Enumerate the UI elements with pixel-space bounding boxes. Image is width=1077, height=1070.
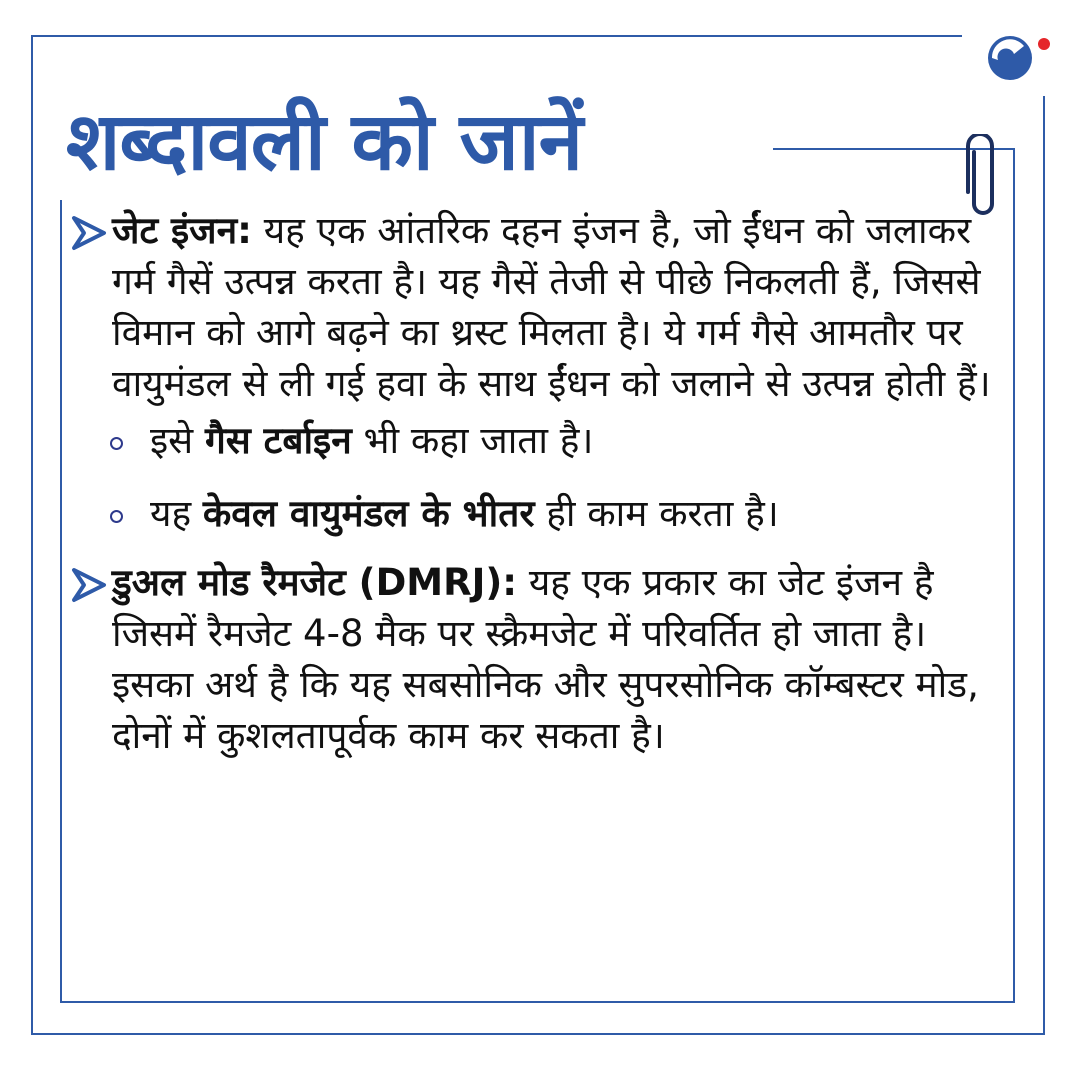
sub-point-highlight: केवल वायुमंडल के भीतर xyxy=(202,492,535,535)
entry-text: यह एक आंतरिक दहन इंजन है, जो ईंधन को जलाकर गर्म गैसें उत्पन्न करता है। यह गैसें तेजी से पीछे निकलती हैं, जिससे विमान को आगे बढ़ने का थ्रस्ट मिलता है। ये गर्म गैसे आमतौर पर वायुमंडल से ली गई हवा के साथ ईंधन को जलाने से उत्पन्न होती हैं। xyxy=(112,209,991,405)
title-rule xyxy=(776,148,966,150)
entry-paragraph xyxy=(70,205,1010,409)
sub-point-pre: यह xyxy=(150,492,203,535)
entry-term: जेट इंजन: xyxy=(112,209,252,252)
sub-point-highlight: गैस टर्बाइन xyxy=(204,419,352,462)
arrow-bullet-icon xyxy=(70,566,108,604)
glossary-entry xyxy=(70,205,1010,539)
entry-term: डुअल मोड रैमजेट (DMRJ): xyxy=(112,561,518,604)
sub-point-post: ही काम करता है। xyxy=(534,492,779,535)
circle-bullet-icon xyxy=(110,510,123,523)
glossary-content xyxy=(70,205,1010,761)
brand-logo-icon xyxy=(984,32,1056,90)
arrow-bullet-icon xyxy=(70,214,108,252)
glossary-entry xyxy=(70,557,1010,761)
sub-point xyxy=(70,415,1010,466)
sub-point xyxy=(70,488,1010,539)
circle-bullet-icon xyxy=(110,437,123,450)
sub-point-post: भी कहा जाता है। xyxy=(351,419,594,462)
page-title: शब्दावली को जानें xyxy=(66,95,583,188)
entry-text: यह एक प्रकार का जेट इंजन है जिसमें रैमजेट 4-8 मैक पर स्क्रैमजेट में परिवर्तित हो जाता है। इसका अर्थ है कि यह सबसोनिक और सुपरसोनिक कॉम्बस्टर मोड, दोनों में कुशलतापूर्वक काम कर सकता है। xyxy=(112,561,979,757)
entry-paragraph xyxy=(70,557,1010,761)
sub-point-pre: इसे xyxy=(150,419,205,462)
